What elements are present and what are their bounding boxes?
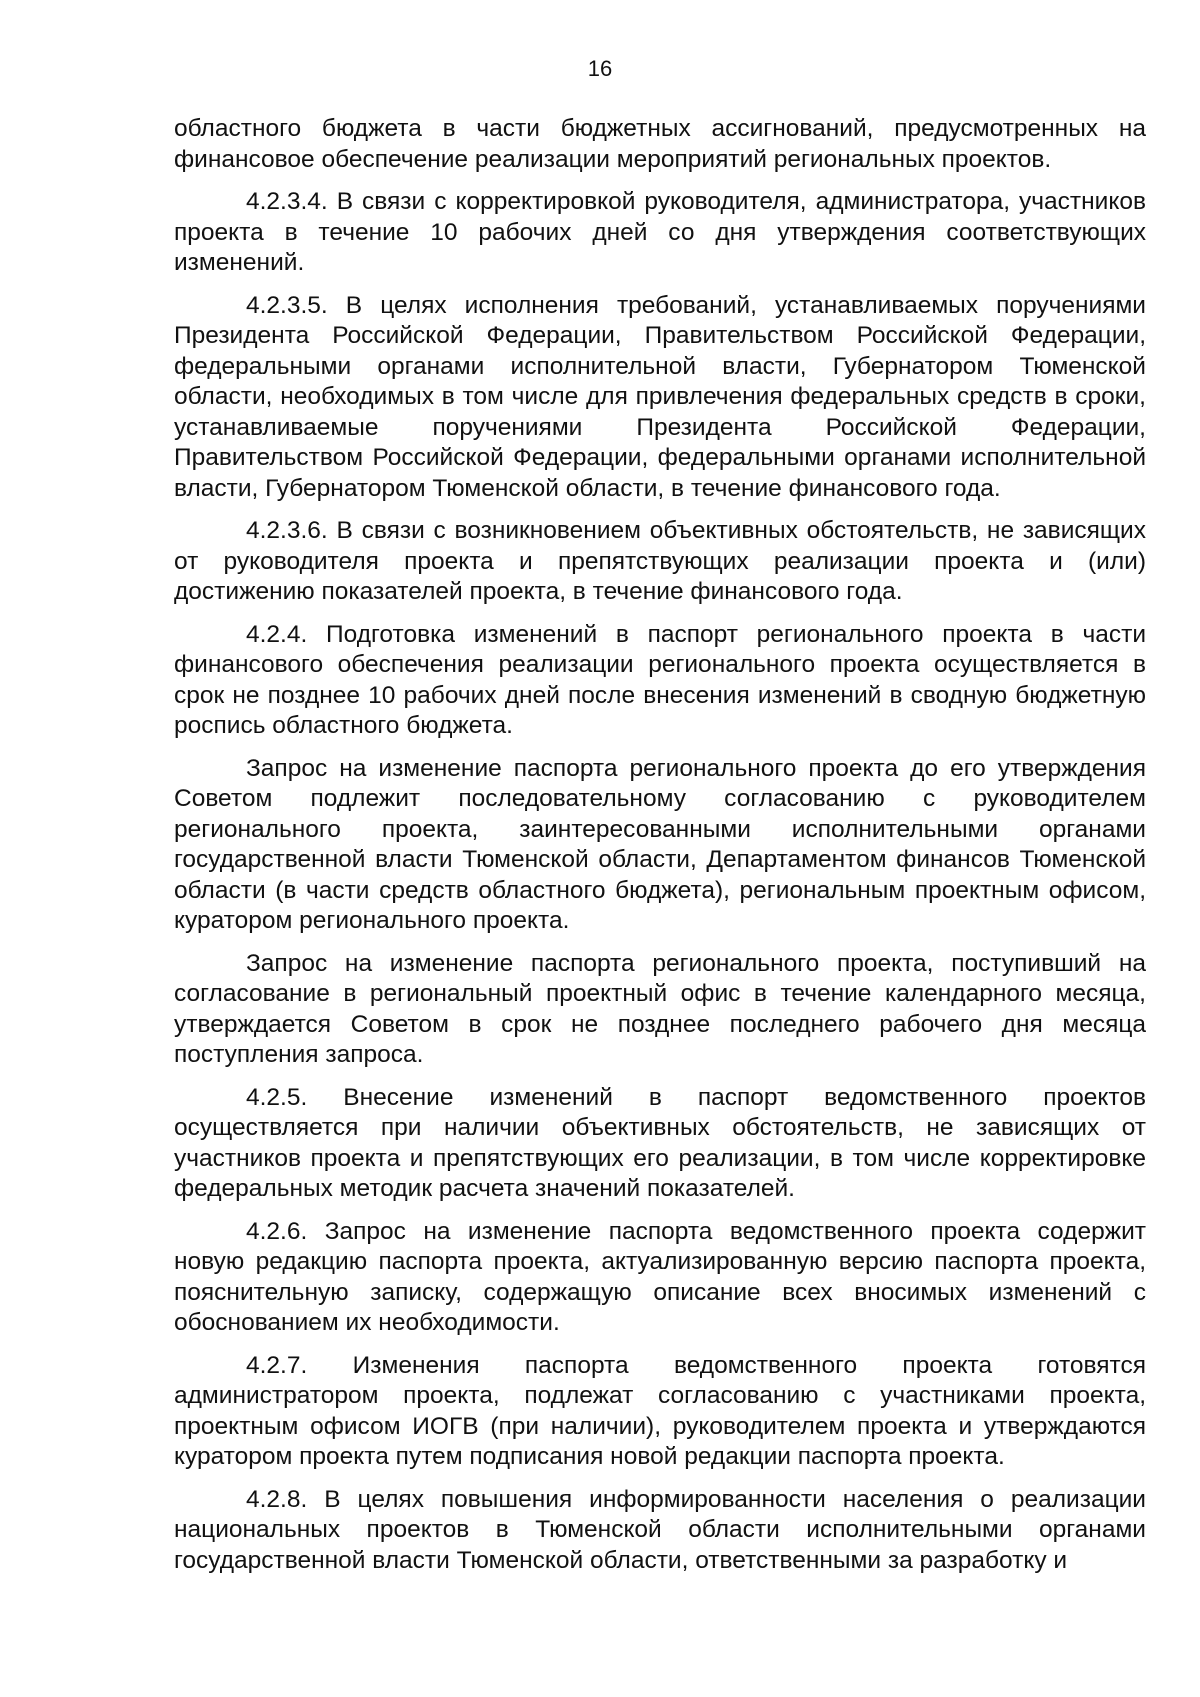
paragraph-request-deadline: Запрос на изменение паспорта регионального проекта, поступивший на согласование в региональный проектный офис в течение календарного месяца, утверждается Советом в срок не позднее последнего рабочего дня месяца поступления запроса. (174, 949, 1146, 1068)
paragraph-continuation: областного бюджета в части бюджетных ассигнований, предусмотренных на финансовое обеспечение реализации мероприятий региональных проектов. (174, 115, 1146, 173)
paragraph-4-2-3-6: 4.2.3.6. В связи с возникновением объективных обстоятельств, не зависящих от руководителя проекта и препятствующих реализации проекта и (или) достижению показателей проекта, в течение финансового года. (174, 517, 1146, 605)
paragraph-4-2-8: 4.2.8. В целях повышения информированности населения о реализации национальных проектов в Тюменской области исполнительными органами государственной власти Тюменской области, ответственными за разработку и (174, 1485, 1146, 1574)
paragraph-request-approval: Запрос на изменение паспорта регионального проекта до его утверждения Советом подлежит последовательному согласованию с руководителем регионального проекта, заинтересованными исполнительными органами государственной власти Тюменской области, Департаментом финансов Тюменской области (в части средств областного бюджета), региональным проектным офисом, куратором регионального проекта. (174, 754, 1146, 934)
paragraph-4-2-4: 4.2.4. Подготовка изменений в паспорт регионального проекта в части финансового обеспечения реализации регионального проекта осуществляется в срок не позднее 10 рабочих дней после внесения изменений в сводную бюджетную роспись областного бюджета. (174, 620, 1146, 739)
paragraph-4-2-3-5: 4.2.3.5. В целях исполнения требований, устанавливаемых поручениями Президента Российской Федерации, Правительством Российской Федерации, федеральными органами исполнительной власти, Губернатором Тюменской области, необходимых в том числе для привлечения федеральных средств в сроки, устанавливаемые поручениями Президента Российской Федерации, Правительством Российской Федерации, федеральными органами исполнительной власти, Губернатором Тюменской области, в течение финансового года. (174, 291, 1146, 502)
page-number: 16 (587, 56, 613, 81)
paragraph-4-2-3-4: 4.2.3.4. В связи с корректировкой руководителя, администратора, участников проекта в течение 10 рабочих дней со дня утверждения соответствующих изменений. (174, 188, 1146, 276)
document-body (174, 114, 1146, 1576)
paragraph-4-2-5: 4.2.5. Внесение изменений в паспорт ведомственного проектов осуществляется при наличии объективных обстоятельств, не зависящих от участников проекта и препятствующих его реализации, в том числе корректировке федеральных методик расчета значений показателей. (174, 1083, 1146, 1202)
paragraph-4-2-6: 4.2.6. Запрос на изменение паспорта ведомственного проекта содержит новую редакцию паспорта проекта, актуализированную версию паспорта проекта, пояснительную записку, содержащую описание всех вносимых изменений с обоснованием их необходимости. (174, 1217, 1146, 1336)
paragraph-4-2-7: 4.2.7. Изменения паспорта ведомственного проекта готовятся администратором проекта, подлежат согласованию с участниками проекта, проектным офисом ИОГВ (при наличии), руководителем проекта и утверждаются куратором проекта путем подписания новой редакции паспорта проекта. (174, 1351, 1146, 1470)
